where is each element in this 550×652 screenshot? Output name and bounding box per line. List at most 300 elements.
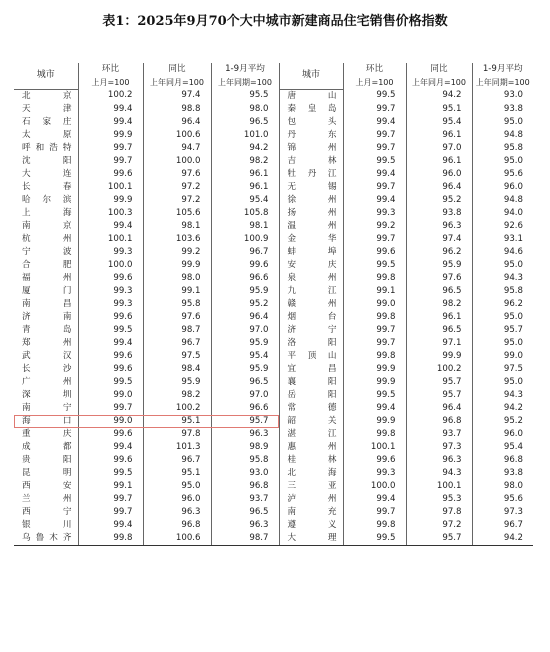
- city-name-right: 岳阳: [279, 389, 343, 402]
- avg-value-right: 95.7: [503, 324, 523, 335]
- avg-value-right: 95.0: [503, 311, 523, 322]
- mom-header-right: 环比: [343, 63, 406, 76]
- city-name-right: 平顶山: [279, 350, 343, 363]
- mom-value-right: 99.8: [343, 272, 406, 285]
- table-row: [14, 103, 533, 116]
- mom-value-left: 99.6: [78, 350, 143, 363]
- avg-value-left: 96.4: [211, 311, 279, 324]
- mom-value-right: 99.8: [343, 350, 406, 363]
- avg-value-left: 101.0: [211, 129, 279, 142]
- avg-value-left: 99.6: [211, 259, 279, 272]
- yoy-value-right: 95.1: [406, 103, 472, 116]
- price-index-table: [14, 63, 533, 546]
- yoy-value-left: 96.3: [143, 506, 211, 519]
- city-name-left: 石家庄: [14, 116, 78, 129]
- yoy-value-left: 100.6: [143, 532, 211, 546]
- yoy-value-right: 97.4: [406, 233, 472, 246]
- yoy-value-left: 96.4: [143, 116, 211, 129]
- city-name-left: 重庆: [14, 428, 78, 441]
- yoy-value-left: 96.0: [143, 493, 211, 506]
- city-name-right: 温州: [279, 220, 343, 233]
- yoy-value-right: 95.2: [406, 194, 472, 207]
- header-row-top: [14, 63, 533, 76]
- table-row: [14, 155, 533, 168]
- mom-value-right: 99.4: [343, 116, 406, 129]
- yoy-value-right: 100.2: [406, 363, 472, 376]
- table-row: [14, 129, 533, 142]
- city-name-right: 洛阳: [279, 337, 343, 350]
- yoy-value-right: 93.8: [406, 207, 472, 220]
- mom-value-right: 99.3: [343, 467, 406, 480]
- yoy-value-right: 95.7: [406, 376, 472, 389]
- mom-value-right: 99.8: [343, 428, 406, 441]
- avg-value-right: 95.2: [503, 415, 523, 426]
- yoy-value-left: 98.0: [143, 272, 211, 285]
- yoy-value-left: 95.1: [143, 467, 211, 480]
- mom-sub-right: 上月=100: [343, 76, 406, 89]
- city-name-right: 秦皇岛: [279, 103, 343, 116]
- city-name-right: 韶关: [279, 415, 343, 428]
- yoy-value-right: 96.1: [406, 311, 472, 324]
- avg-value-left: 96.1: [211, 168, 279, 181]
- city-name-left: 西宁: [14, 506, 78, 519]
- mom-value-left: 100.0: [78, 259, 143, 272]
- yoy-value-right: 95.4: [406, 116, 472, 129]
- table-row: [14, 519, 533, 532]
- table-row: [14, 142, 533, 155]
- table-row: [14, 493, 533, 506]
- mom-value-left: 99.7: [78, 155, 143, 168]
- mom-value-right: 99.9: [343, 415, 406, 428]
- city-name-right: 北海: [279, 467, 343, 480]
- avg-value-left: 93.0: [211, 467, 279, 480]
- mom-value-left: 99.1: [78, 480, 143, 493]
- mom-value-left: 100.3: [78, 207, 143, 220]
- mom-value-right: 100.0: [343, 480, 406, 493]
- city-name-right: 湛江: [279, 428, 343, 441]
- city-name-left: 青岛: [14, 324, 78, 337]
- city-name-left: 大连: [14, 168, 78, 181]
- yoy-value-right: 96.8: [406, 415, 472, 428]
- yoy-value-left: 94.7: [143, 142, 211, 155]
- city-name-right: 金华: [279, 233, 343, 246]
- city-name-left: 银川: [14, 519, 78, 532]
- mom-value-right: 99.7: [343, 103, 406, 116]
- city-name-left: 南京: [14, 220, 78, 233]
- yoy-value-right: 97.3: [406, 441, 472, 454]
- yoy-value-right: 96.1: [406, 155, 472, 168]
- avg-value-left: 95.4: [211, 194, 279, 207]
- avg-value-right: 96.8: [503, 454, 523, 465]
- mom-value-right: 99.3: [343, 207, 406, 220]
- city-name-left: 南宁: [14, 402, 78, 415]
- header-row-sub: [14, 76, 533, 89]
- avg-value-right: 93.1: [503, 233, 523, 244]
- avg-value-left: 95.8: [211, 454, 279, 467]
- avg-value-left: 95.4: [211, 350, 279, 363]
- avg-value-right: 95.6: [503, 168, 523, 179]
- yoy-value-right: 96.1: [406, 129, 472, 142]
- mom-value-right: 99.7: [343, 337, 406, 350]
- city-name-right: 扬州: [279, 207, 343, 220]
- avg-value-left: 97.0: [211, 389, 279, 402]
- mom-value-right: 99.5: [343, 155, 406, 168]
- yoy-value-left: 98.4: [143, 363, 211, 376]
- avg-value-left: 95.9: [211, 337, 279, 350]
- avg-header-right: 1-9月平均: [482, 64, 523, 74]
- mom-value-left: 99.6: [78, 311, 143, 324]
- city-name-right: 桂林: [279, 454, 343, 467]
- mom-value-left: 99.6: [78, 454, 143, 467]
- mom-value-right: 99.4: [343, 194, 406, 207]
- city-name-right: 吉林: [279, 155, 343, 168]
- yoy-value-right: 96.0: [406, 168, 472, 181]
- avg-value-right: 96.0: [503, 428, 523, 439]
- mom-value-right: 99.5: [343, 389, 406, 402]
- city-name-left: 太原: [14, 129, 78, 142]
- city-name-right: 常德: [279, 402, 343, 415]
- city-name-right: 济宁: [279, 324, 343, 337]
- mom-value-right: 99.5: [343, 89, 406, 103]
- mom-value-left: 99.3: [78, 285, 143, 298]
- mom-value-left: 99.7: [78, 402, 143, 415]
- table-row: [14, 324, 533, 337]
- yoy-value-left: 98.8: [143, 103, 211, 116]
- city-name-left: 合肥: [14, 259, 78, 272]
- city-name-left: 上海: [14, 207, 78, 220]
- mom-value-right: 99.5: [343, 532, 406, 546]
- avg-value-right: 96.7: [503, 520, 523, 531]
- city-name-left: 福州: [14, 272, 78, 285]
- yoy-value-right: 95.7: [406, 532, 472, 546]
- city-name-left: 西安: [14, 480, 78, 493]
- city-name-right: 蚌埠: [279, 246, 343, 259]
- avg-value-right: 95.8: [503, 285, 523, 296]
- mom-value-right: 99.7: [343, 506, 406, 519]
- yoy-value-right: 95.7: [406, 389, 472, 402]
- mom-value-right: 99.4: [343, 402, 406, 415]
- mom-value-right: 99.7: [343, 142, 406, 155]
- avg-value-right: 95.0: [503, 259, 523, 270]
- avg-value-right: 94.3: [503, 272, 523, 283]
- avg-value-left: 96.3: [211, 519, 279, 532]
- yoy-value-right: 98.2: [406, 298, 472, 311]
- avg-value-left: 95.9: [211, 363, 279, 376]
- avg-value-right: 95.4: [503, 441, 523, 452]
- table-row: [14, 298, 533, 311]
- yoy-value-left: 97.5: [143, 350, 211, 363]
- yoy-value-right: 96.3: [406, 454, 472, 467]
- city-name-left: 昆明: [14, 467, 78, 480]
- mom-value-left: 100.1: [78, 233, 143, 246]
- city-name-right: 徐州: [279, 194, 343, 207]
- city-name-left: 沈阳: [14, 155, 78, 168]
- city-name-right: 宜昌: [279, 363, 343, 376]
- mom-value-right: 99.7: [343, 129, 406, 142]
- avg-value-right: 95.0: [503, 155, 523, 166]
- yoy-value-left: 96.7: [143, 454, 211, 467]
- city-name-right: 遵义: [279, 519, 343, 532]
- avg-value-left: 96.1: [211, 181, 279, 194]
- table-row: [14, 376, 533, 389]
- table-row: [14, 285, 533, 298]
- city-name-right: 赣州: [279, 298, 343, 311]
- yoy-value-right: 97.0: [406, 142, 472, 155]
- mom-value-right: 99.8: [343, 519, 406, 532]
- table-row: [14, 181, 533, 194]
- avg-value-left: 98.9: [211, 441, 279, 454]
- mom-value-left: 99.7: [78, 493, 143, 506]
- table-row: [14, 467, 533, 480]
- avg-value-left: 93.7: [211, 493, 279, 506]
- city-name-left: 长春: [14, 181, 78, 194]
- table-row: [14, 311, 533, 324]
- mom-value-left: 99.7: [78, 142, 143, 155]
- city-name-left: 郑州: [14, 337, 78, 350]
- city-name-right: 安庆: [279, 259, 343, 272]
- city-name-right: 九江: [279, 285, 343, 298]
- yoy-value-left: 99.2: [143, 246, 211, 259]
- mom-value-left: 99.9: [78, 129, 143, 142]
- avg-value-right: 93.8: [503, 467, 523, 478]
- yoy-value-left: 101.3: [143, 441, 211, 454]
- mom-value-left: 99.4: [78, 220, 143, 233]
- mom-value-left: 99.5: [78, 467, 143, 480]
- yoy-value-left: 95.9: [143, 376, 211, 389]
- city-header-left: 城市: [14, 63, 78, 89]
- yoy-value-left: 97.4: [143, 89, 211, 103]
- avg-value-right: 94.6: [503, 246, 523, 257]
- avg-value-left: 98.7: [211, 532, 279, 546]
- city-name-left: 深圳: [14, 389, 78, 402]
- city-name-right: 泉州: [279, 272, 343, 285]
- yoy-value-right: 96.2: [406, 246, 472, 259]
- avg-header-left: 1-9月平均: [211, 63, 279, 76]
- mom-value-left: 100.2: [78, 89, 143, 103]
- yoy-value-left: 97.2: [143, 194, 211, 207]
- mom-value-right: 99.7: [343, 181, 406, 194]
- yoy-value-left: 99.9: [143, 259, 211, 272]
- table-row: [14, 246, 533, 259]
- table-row: [14, 480, 533, 493]
- yoy-value-right: 96.4: [406, 181, 472, 194]
- avg-value-left: 96.5: [211, 376, 279, 389]
- city-name-left: 长沙: [14, 363, 78, 376]
- avg-value-right: 96.2: [503, 298, 523, 309]
- avg-value-left: 97.0: [211, 324, 279, 337]
- table-row: [14, 441, 533, 454]
- yoy-header-right: 同比: [406, 63, 472, 76]
- city-name-left: 厦门: [14, 285, 78, 298]
- mom-value-right: 99.5: [343, 259, 406, 272]
- yoy-value-right: 94.3: [406, 467, 472, 480]
- city-name-right: 包头: [279, 116, 343, 129]
- avg-value-right: 95.8: [503, 142, 523, 153]
- table-row: [14, 402, 533, 415]
- city-name-right: 三亚: [279, 480, 343, 493]
- yoy-value-left: 97.2: [143, 181, 211, 194]
- avg-value-right: 95.0: [503, 376, 523, 387]
- city-name-left: 武汉: [14, 350, 78, 363]
- avg-value-right: 97.5: [503, 363, 523, 374]
- avg-value-left: 95.7: [211, 415, 279, 428]
- yoy-value-left: 100.0: [143, 155, 211, 168]
- avg-value-right: 97.3: [503, 507, 523, 518]
- yoy-value-right: 93.7: [406, 428, 472, 441]
- city-name-right: 烟台: [279, 311, 343, 324]
- city-name-right: 唐山: [279, 89, 343, 103]
- avg-value-right: 98.0: [503, 481, 523, 491]
- city-name-right: 南充: [279, 506, 343, 519]
- mom-value-left: 99.4: [78, 103, 143, 116]
- city-name-right: 丹东: [279, 129, 343, 142]
- mom-sub-left: 上月=100: [78, 76, 143, 89]
- avg-value-right: 93.8: [503, 103, 523, 114]
- table-row: [14, 415, 533, 428]
- city-name-right: 惠州: [279, 441, 343, 454]
- table-row: [14, 194, 533, 207]
- table-row: [14, 116, 533, 129]
- mom-value-left: 99.4: [78, 116, 143, 129]
- mom-value-left: 99.6: [78, 428, 143, 441]
- mom-value-right: 99.7: [343, 324, 406, 337]
- avg-value-left: 95.2: [211, 298, 279, 311]
- yoy-value-left: 105.6: [143, 207, 211, 220]
- yoy-value-right: 96.3: [406, 220, 472, 233]
- table-row: [14, 168, 533, 181]
- avg-value-right: 93.0: [503, 90, 523, 101]
- mom-value-right: 99.9: [343, 363, 406, 376]
- avg-value-left: 95.5: [211, 89, 279, 103]
- yoy-value-left: 95.1: [143, 415, 211, 428]
- mom-value-left: 99.3: [78, 246, 143, 259]
- city-name-right: 锦州: [279, 142, 343, 155]
- city-name-left: 北京: [14, 89, 78, 103]
- avg-value-right: 94.8: [503, 129, 523, 140]
- mom-header-left: 环比: [78, 63, 143, 76]
- yoy-value-right: 97.6: [406, 272, 472, 285]
- city-name-right: 大理: [279, 532, 343, 546]
- yoy-value-right: 97.8: [406, 506, 472, 519]
- avg-value-left: 96.6: [211, 402, 279, 415]
- mom-value-right: 99.2: [343, 220, 406, 233]
- yoy-value-right: 94.2: [406, 89, 472, 103]
- city-name-left: 天津: [14, 103, 78, 116]
- yoy-value-right: 96.5: [406, 285, 472, 298]
- yoy-value-left: 97.8: [143, 428, 211, 441]
- city-header-right: 城市: [279, 63, 343, 89]
- city-name-left: 海口: [14, 415, 78, 428]
- yoy-value-left: 95.8: [143, 298, 211, 311]
- table-row: [14, 337, 533, 350]
- avg-value-right: 95.0: [503, 116, 523, 127]
- table-row: [14, 428, 533, 441]
- mom-value-left: 99.0: [78, 389, 143, 402]
- avg-value-left: 96.5: [211, 506, 279, 519]
- yoy-value-left: 96.7: [143, 337, 211, 350]
- avg-value-right: 95.0: [503, 337, 523, 348]
- yoy-value-left: 103.6: [143, 233, 211, 246]
- table-row: [14, 532, 533, 546]
- avg-value-left: 95.9: [211, 285, 279, 298]
- mom-value-left: 99.3: [78, 298, 143, 311]
- avg-value-right: 92.6: [503, 220, 523, 231]
- yoy-value-right: 97.1: [406, 337, 472, 350]
- city-name-right: 无锡: [279, 181, 343, 194]
- avg-value-right: 94.8: [503, 194, 523, 205]
- mom-value-right: 99.6: [343, 454, 406, 467]
- mom-value-right: 99.7: [343, 233, 406, 246]
- mom-value-right: 99.1: [343, 285, 406, 298]
- yoy-value-right: 99.9: [406, 350, 472, 363]
- yoy-value-left: 99.1: [143, 285, 211, 298]
- city-name-left: 济南: [14, 311, 78, 324]
- yoy-header-left: 同比: [143, 63, 211, 76]
- city-name-left: 乌鲁木齐: [14, 532, 78, 546]
- avg-value-right: 95.6: [503, 494, 523, 505]
- mom-value-left: 99.5: [78, 376, 143, 389]
- yoy-value-left: 100.6: [143, 129, 211, 142]
- mom-value-right: 99.8: [343, 311, 406, 324]
- mom-value-right: 99.9: [343, 376, 406, 389]
- avg-value-left: 96.7: [211, 246, 279, 259]
- yoy-value-right: 95.3: [406, 493, 472, 506]
- yoy-value-left: 97.6: [143, 168, 211, 181]
- table-row: [14, 233, 533, 246]
- avg-value-left: 100.9: [211, 233, 279, 246]
- table-row: [14, 272, 533, 285]
- avg-value-right: 94.3: [503, 389, 523, 400]
- city-name-right: 襄阳: [279, 376, 343, 389]
- yoy-sub-left: 上年同月=100: [143, 76, 211, 89]
- avg-value-left: 105.8: [211, 207, 279, 220]
- avg-value-left: 96.3: [211, 428, 279, 441]
- mom-value-left: 99.0: [78, 415, 143, 428]
- table-row: [14, 89, 533, 103]
- mom-value-left: 99.9: [78, 194, 143, 207]
- table-row: [14, 259, 533, 272]
- table-row: [14, 454, 533, 467]
- table-row: [14, 389, 533, 402]
- table-row: [14, 220, 533, 233]
- avg-value-left: 96.6: [211, 272, 279, 285]
- avg-value-right: 94.2: [472, 532, 533, 546]
- avg-value-left: 98.0: [211, 103, 279, 116]
- table-row: [14, 207, 533, 220]
- city-name-left: 贵阳: [14, 454, 78, 467]
- yoy-value-right: 96.4: [406, 402, 472, 415]
- mom-value-right: 99.4: [343, 168, 406, 181]
- yoy-value-right: 100.1: [406, 480, 472, 493]
- avg-value-left: 96.8: [211, 480, 279, 493]
- mom-value-left: 99.4: [78, 337, 143, 350]
- yoy-value-left: 98.1: [143, 220, 211, 233]
- yoy-value-left: 97.6: [143, 311, 211, 324]
- avg-value-left: 98.2: [211, 155, 279, 168]
- yoy-sub-right: 上年同月=100: [406, 76, 472, 89]
- mom-value-right: 99.6: [343, 246, 406, 259]
- mom-value-left: 99.8: [78, 532, 143, 546]
- avg-value-right: 96.0: [503, 181, 523, 192]
- city-name-right: 牡丹江: [279, 168, 343, 181]
- mom-value-right: 100.1: [343, 441, 406, 454]
- city-name-left: 呼和浩特: [14, 142, 78, 155]
- table-row: [14, 350, 533, 363]
- yoy-value-left: 96.8: [143, 519, 211, 532]
- yoy-value-left: 95.0: [143, 480, 211, 493]
- mom-value-left: 99.6: [78, 363, 143, 376]
- mom-value-right: 99.0: [343, 298, 406, 311]
